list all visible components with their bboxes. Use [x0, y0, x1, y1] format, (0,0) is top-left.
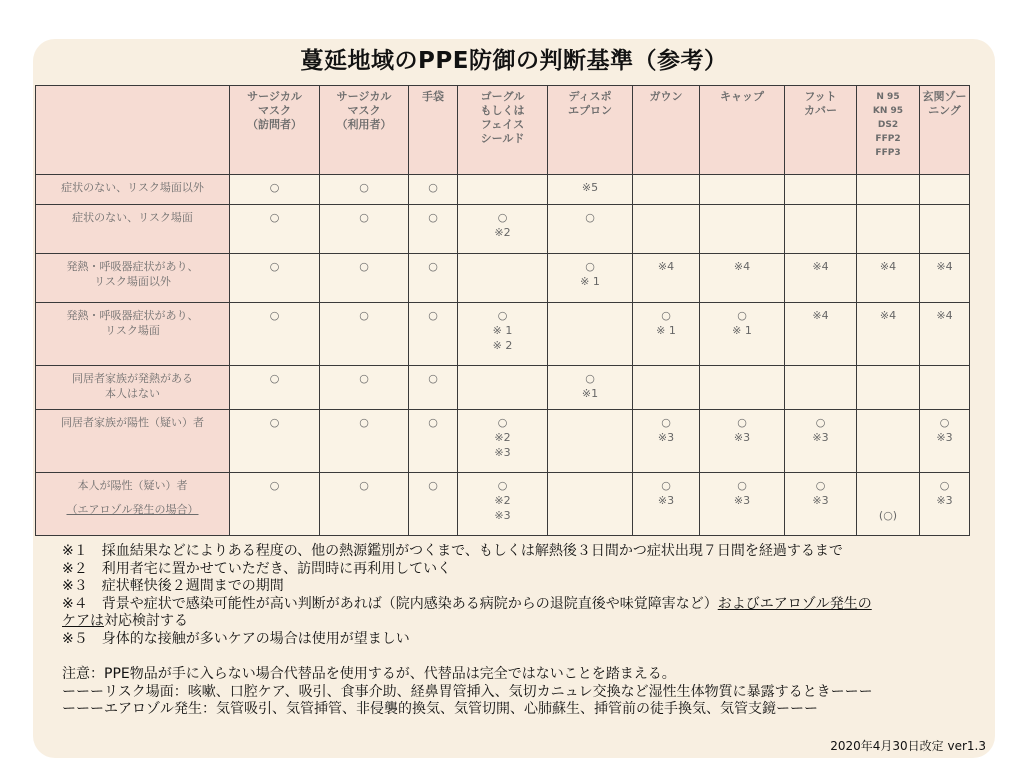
table-cell: ○ [320, 254, 409, 303]
table-cell [857, 205, 920, 254]
column-header: 玄関ゾー ニング [920, 86, 970, 175]
table-cell: ※4 [785, 254, 857, 303]
table-row [36, 473, 970, 536]
table-row [36, 254, 970, 303]
table-cell: ※4 [700, 254, 785, 303]
row-label-text: 発熱・呼吸器症状があり、 リスク場面以外 [66, 260, 199, 288]
table-cell: ○ [320, 205, 409, 254]
table-cell: (○) [857, 473, 920, 536]
table-cell: ○ ※2 ※3 [458, 410, 548, 473]
table-cell: ○ [320, 410, 409, 473]
column-header: N 95 KN 95 DS2 FFP2 FFP3 [857, 86, 920, 175]
risk-scene-line: ーーーリスク場面：咳嗽、口腔ケア、吸引、食事介助、経鼻胃管挿入、気切カニュレ交換など湿性生体物質に暴露するときーーー [62, 683, 873, 700]
column-header: サージカル マスク （訪問者） [230, 86, 320, 175]
table-cell [785, 205, 857, 254]
table-cell: ○ [409, 473, 458, 536]
table-cell: ※4 [633, 254, 700, 303]
table-row [36, 175, 970, 205]
table-cell [700, 205, 785, 254]
table-cell [785, 175, 857, 205]
table-cell: ○ ※3 [700, 410, 785, 473]
caution-line: 注意：PPE物品が手に入らない場合代替品を使用するが、代替品は完全ではないことを踏まえる。 [62, 666, 676, 682]
table-cell: ※4 [920, 303, 970, 366]
table-cell: ○ ※3 [785, 473, 857, 536]
table-cell: ○ ※ 1 ※ 2 [458, 303, 548, 366]
table-cell [920, 205, 970, 254]
table-cell: ○ ※3 [785, 410, 857, 473]
table-cell: ○ [230, 254, 320, 303]
column-header: 手袋 [409, 86, 458, 175]
table-row [36, 410, 970, 473]
table-cell: ○ [409, 175, 458, 205]
notes-section [62, 543, 992, 719]
table-cell: ○ ※3 [633, 410, 700, 473]
table-cell: ○ [230, 366, 320, 410]
table-cell: ○ ※3 [633, 473, 700, 536]
table-cell: ※4 [857, 254, 920, 303]
table-cell: ※5 [548, 175, 633, 205]
table-cell: ○ [409, 410, 458, 473]
table-cell: ○ [320, 303, 409, 366]
row-label [36, 473, 230, 536]
column-header: サージカル マスク （利用者） [320, 86, 409, 175]
ppe-table [35, 85, 970, 536]
table-cell: ○ ※2 [458, 205, 548, 254]
table-cell: ○ [230, 473, 320, 536]
table-cell [857, 175, 920, 205]
table-cell: ○ [230, 303, 320, 366]
table-cell [857, 366, 920, 410]
table-cell: ○ [409, 254, 458, 303]
table-cell: ○ ※3 [700, 473, 785, 536]
row-label-sub: （エアロゾル発生の場合） [66, 503, 199, 516]
table-cell [920, 366, 970, 410]
note-3: ※３ 症状軽快後２週間までの期間 [62, 578, 284, 594]
table-cell [700, 366, 785, 410]
table-cell: ○ [409, 366, 458, 410]
table-cell: ○ [320, 473, 409, 536]
row-label-text: 発熱・呼吸器症状があり、 リスク場面 [66, 309, 199, 337]
note-4: ※４ 背景や症状で感染可能性が高い判断があれば（院内感染ある病院からの退院直後や味覚障害など）およびエアロゾル発生の [62, 595, 872, 612]
table-cell: ※4 [785, 303, 857, 366]
version-label: 2020年4月30日改定 ver1.3 [830, 739, 986, 753]
row-label-text: 症状のない、リスク場面以外 [61, 181, 204, 194]
table-cell [857, 410, 920, 473]
note-5: ※５ 身体的な接触が多いケアの場合は使用が望ましい [62, 630, 410, 647]
table-cell: ※4 [857, 303, 920, 366]
table-cell [633, 205, 700, 254]
aerosol-line: ーーーエアロゾル発生：気管吸引、気管挿管、非侵襲的換気、気管切開、心肺蘇生、挿管前の徒手換気、気管支鏡ーーー [62, 701, 818, 717]
table-row [36, 205, 970, 254]
row-label [36, 303, 230, 366]
page-title: 蔓延地域のPPE防御の判断基準（参考） [300, 48, 728, 74]
table-cell [633, 175, 700, 205]
table-header-row [36, 86, 970, 175]
row-label [36, 410, 230, 473]
table-cell [700, 175, 785, 205]
row-label [36, 205, 230, 254]
row-label-text: 同居者家族が陽性（疑い）者 [61, 416, 204, 429]
table-row [36, 303, 970, 366]
row-label-text: 症状のない、リスク場面 [72, 211, 193, 224]
table-cell [785, 366, 857, 410]
table-cell [548, 473, 633, 536]
table-cell: ○ ※ 1 [633, 303, 700, 366]
table-cell: ○ ※1 [548, 366, 633, 410]
table-cell: ○ [230, 175, 320, 205]
table-cell [633, 366, 700, 410]
column-header: フット カバー [785, 86, 857, 175]
note-2: ※２ 利用者宅に置かせていただき、訪問時に再利用していく [62, 560, 452, 577]
row-label [36, 254, 230, 303]
table-cell [458, 254, 548, 303]
table-cell [458, 366, 548, 410]
table-cell: ○ [320, 366, 409, 410]
table-cell: ○ ※2 ※3 [458, 473, 548, 536]
row-label-text: 同居者家族が発熱がある 本人はない [72, 372, 193, 400]
table-cell: ○ [409, 205, 458, 254]
table-cell: ○ ※ 1 [700, 303, 785, 366]
corner-cell [36, 86, 230, 175]
table-cell: ○ [409, 303, 458, 366]
table-cell [920, 175, 970, 205]
table-cell [548, 303, 633, 366]
table-cell: ○ [230, 205, 320, 254]
column-header: キャップ [700, 86, 785, 175]
note-1: ※１ 採血結果などによりある程度の、他の熱源鑑別がつくまで、もしくは解熱後３日間かつ症状出現７日間を経過するまで [62, 543, 843, 559]
table-cell: ○ [548, 205, 633, 254]
column-header: ガウン [633, 86, 700, 175]
column-header: ディスポ エプロン [548, 86, 633, 175]
row-label [36, 366, 230, 410]
row-label-text: 本人が陽性（疑い）者 [77, 479, 188, 492]
table-row [36, 366, 970, 410]
column-header: ゴーグル もしくは フェイス シールド [458, 86, 548, 175]
table-cell: ○ [230, 410, 320, 473]
table-cell [458, 175, 548, 205]
table-cell: ○ [320, 175, 409, 205]
table-cell: ○ ※3 [920, 410, 970, 473]
note-4-cont: ケアは対応検討する [62, 613, 188, 629]
table-cell: ※4 [920, 254, 970, 303]
table-cell: ○ ※ 1 [548, 254, 633, 303]
row-label [36, 175, 230, 205]
table-cell: ○ ※3 [920, 473, 970, 536]
table-cell [548, 410, 633, 473]
